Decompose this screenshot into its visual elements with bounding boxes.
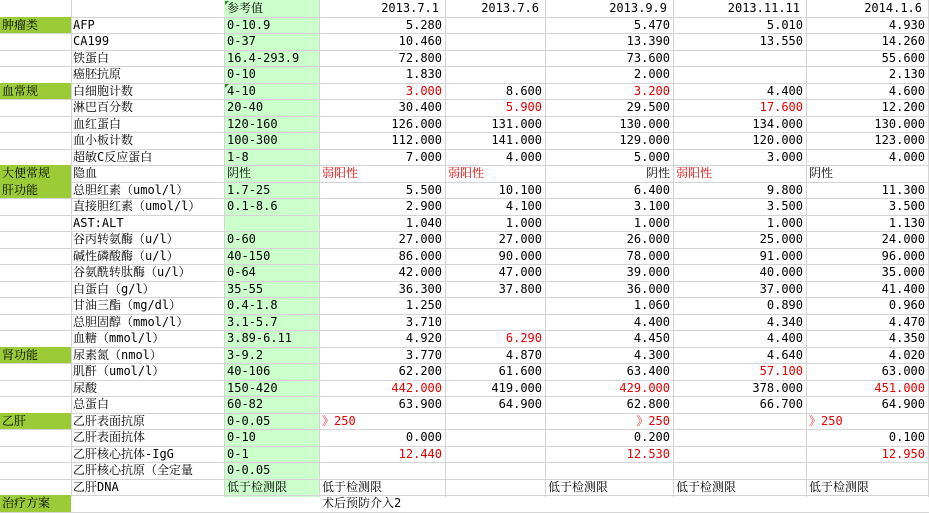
item-cell[interactable]: 甘油三酯（mg/dl）	[73, 298, 182, 312]
reference-cell[interactable]: 20-40	[227, 100, 264, 114]
item-cell[interactable]: 尿素氮（nmol）	[73, 347, 162, 362]
value-cell[interactable]: 129.000	[619, 133, 670, 147]
reference-cell[interactable]: 0-10.9	[227, 17, 271, 32]
value-cell[interactable]: 5.900	[505, 100, 542, 114]
value-cell[interactable]: 5.000	[633, 149, 670, 164]
category-cell[interactable]	[0, 264, 71, 281]
value-cell[interactable]: 0.000	[405, 430, 442, 444]
value-cell[interactable]	[445, 462, 545, 479]
value-cell[interactable]: 3.200	[633, 83, 670, 98]
value-cell[interactable]: 12.530	[626, 446, 670, 461]
category-cell[interactable]: 治疗方案	[0, 495, 71, 512]
item-cell[interactable]: 血小板计数	[73, 133, 134, 147]
value-cell[interactable]: 62.800	[626, 397, 670, 411]
value-cell[interactable]: 3.100	[633, 199, 670, 213]
value-cell[interactable]: 阴性	[809, 166, 834, 180]
value-cell[interactable]: 0.890	[766, 298, 803, 312]
value-cell[interactable]: 》250	[809, 413, 843, 428]
category-cell[interactable]	[0, 314, 71, 331]
value-cell[interactable]: 134.000	[752, 116, 803, 131]
value-cell[interactable]: 13.390	[626, 34, 670, 48]
category-cell[interactable]	[0, 380, 71, 397]
value-cell[interactable]	[445, 33, 545, 50]
gridline-horizontal	[0, 512, 929, 513]
category-cell[interactable]	[0, 66, 71, 83]
value-cell[interactable]: 27.000	[498, 232, 542, 246]
value-cell[interactable]: 7.000	[405, 149, 442, 164]
value-cell[interactable]: 0.100	[888, 430, 925, 444]
value-cell[interactable]: 36.300	[398, 281, 442, 296]
value-cell[interactable]: 低于检测限	[548, 479, 609, 494]
item-cell[interactable]: 总蛋白	[73, 397, 110, 411]
value-cell[interactable]	[673, 495, 806, 512]
value-cell[interactable]: 弱阳性	[448, 166, 485, 180]
header-cell-date[interactable]: 2013.11.11	[727, 1, 800, 15]
table-row	[0, 66, 929, 83]
value-cell[interactable]: 1.250	[405, 298, 442, 312]
table-row	[0, 363, 929, 380]
value-cell[interactable]: 2.900	[405, 199, 442, 213]
reference-cell[interactable]: 0.1-8.6	[227, 199, 278, 213]
value-cell[interactable]: 378.000	[752, 380, 803, 395]
value-cell[interactable]: 4.000	[505, 149, 542, 164]
value-cell[interactable]: 429.000	[619, 380, 670, 395]
value-cell[interactable]: 3.000	[405, 83, 442, 98]
item-cell[interactable]: 总胆红素（umol/l）	[73, 182, 189, 197]
value-cell[interactable]: 3.000	[766, 149, 803, 164]
value-cell[interactable]: 130.000	[619, 116, 670, 131]
value-cell[interactable]: 4.640	[766, 347, 803, 362]
value-cell[interactable]: 4.450	[633, 331, 670, 345]
item-cell[interactable]: 谷氨酰转肽酶（u/l）	[73, 265, 191, 279]
reference-cell[interactable]: 0-0.05	[227, 413, 271, 428]
value-cell[interactable]: 1.830	[405, 67, 442, 81]
value-cell[interactable]: 3.500	[888, 199, 925, 213]
value-cell[interactable]: 4.340	[766, 314, 803, 329]
header-cell-reference[interactable]: 参考值	[224, 0, 319, 17]
header-row	[0, 0, 929, 17]
table-row	[0, 83, 929, 100]
value-cell[interactable]: 5.470	[633, 17, 670, 32]
reference-cell[interactable]: 35-55	[227, 281, 264, 296]
table-row	[0, 347, 929, 364]
table-row	[0, 495, 929, 512]
value-cell[interactable]: 72.800	[398, 50, 442, 65]
reference-cell[interactable]: 120-160	[227, 116, 278, 131]
table-row	[0, 215, 929, 232]
value-cell[interactable]	[445, 413, 545, 430]
item-cell[interactable]: 超敏C反应蛋白	[73, 149, 153, 164]
value-cell[interactable]: 4.600	[888, 83, 925, 98]
value-cell[interactable]: 36.000	[626, 281, 670, 296]
category-cell[interactable]	[0, 479, 71, 496]
item-cell[interactable]: 碱性磷酸酶（u/l）	[73, 248, 179, 263]
value-cell[interactable]: 6.290	[505, 331, 542, 345]
value-cell[interactable]: 12.440	[398, 446, 442, 461]
value-cell[interactable]: 1.040	[405, 215, 442, 230]
value-cell[interactable]: 55.600	[881, 50, 925, 65]
value-cell[interactable]: 4.400	[633, 314, 670, 329]
category-cell[interactable]	[0, 297, 71, 314]
value-cell[interactable]: 3.770	[405, 347, 442, 362]
header-cell-category[interactable]	[0, 0, 71, 17]
header-cell-date[interactable]: 2014.1.6	[864, 1, 922, 15]
table-row	[0, 99, 929, 116]
category-cell[interactable]	[0, 198, 71, 215]
value-cell[interactable]: 131.000	[491, 116, 542, 131]
item-cell[interactable]: 癌胚抗原	[73, 67, 122, 81]
reference-cell[interactable]: 1.7-25	[227, 182, 271, 197]
table-row	[0, 314, 929, 331]
value-cell[interactable]: 4.870	[505, 347, 542, 362]
value-cell[interactable]: 24.000	[881, 232, 925, 246]
value-cell[interactable]: 》250	[636, 413, 670, 428]
value-cell[interactable]: 2.000	[633, 67, 670, 81]
reference-cell[interactable]: 0-60	[227, 232, 256, 246]
value-cell[interactable]: 12.200	[881, 100, 925, 114]
value-cell[interactable]	[445, 429, 545, 446]
value-cell[interactable]: 3.500	[766, 199, 803, 213]
value-cell[interactable]: 11.300	[881, 182, 925, 197]
table-row	[0, 182, 929, 199]
value-cell[interactable]: 130.000	[874, 116, 925, 131]
value-cell[interactable]: 4.930	[888, 17, 925, 32]
reference-cell[interactable]: 3.89-6.11	[227, 331, 293, 345]
value-cell[interactable]: 低于检测限	[322, 479, 383, 494]
item-cell[interactable]: 隐血	[73, 166, 98, 180]
reference-cell[interactable]: 0-10	[227, 67, 256, 81]
table-row	[0, 380, 929, 397]
value-cell[interactable]: 141.000	[491, 133, 542, 147]
item-cell[interactable]: AST:ALT	[73, 215, 124, 230]
item-cell[interactable]: 乙肝核心抗体-IgG	[73, 446, 174, 461]
category-cell[interactable]: 肿瘤类	[0, 17, 71, 34]
table-row	[0, 297, 929, 314]
value-cell[interactable]: 10.460	[398, 34, 442, 48]
value-cell[interactable]: 30.400	[398, 100, 442, 114]
reference-cell[interactable]	[224, 215, 319, 232]
category-cell[interactable]	[0, 231, 71, 248]
reference-cell[interactable]: 阴性	[227, 166, 252, 180]
value-cell[interactable]: 17.600	[759, 100, 803, 114]
reference-cell[interactable]: 低于检测限	[227, 479, 288, 494]
value-cell[interactable]: 39.000	[626, 265, 670, 279]
item-cell[interactable]: 淋巴百分数	[73, 100, 134, 114]
value-cell[interactable]: 4.470	[888, 314, 925, 329]
table-row	[0, 264, 929, 281]
item-cell[interactable]	[71, 495, 224, 512]
table-row	[0, 429, 929, 446]
value-cell[interactable]: 4.100	[505, 199, 542, 213]
table-row	[0, 132, 929, 149]
value-cell[interactable]: 112.000	[391, 133, 442, 147]
value-cell[interactable]: 1.000	[633, 215, 670, 230]
reference-cell[interactable]: 40-150	[227, 248, 271, 263]
item-cell[interactable]: 谷丙转氨酶（u/l）	[73, 232, 179, 246]
item-cell[interactable]: 乙肝DNA	[73, 479, 119, 494]
value-cell[interactable]: 61.600	[498, 364, 542, 378]
item-cell[interactable]: 血糖（mmol/l）	[73, 331, 165, 345]
table-row	[0, 198, 929, 215]
value-cell[interactable]: 0.960	[888, 298, 925, 312]
value-cell[interactable]: 63.000	[881, 364, 925, 378]
value-cell[interactable]: 术后预防介入2	[322, 496, 402, 510]
value-cell[interactable]: 低于检测限	[676, 479, 737, 494]
table-row	[0, 248, 929, 265]
category-cell[interactable]	[0, 248, 71, 265]
item-cell[interactable]: 乙肝表面抗体	[73, 430, 146, 444]
value-cell[interactable]: 66.700	[759, 397, 803, 411]
category-cell[interactable]	[0, 462, 71, 479]
value-cell[interactable]: 78.000	[626, 248, 670, 263]
category-cell[interactable]	[0, 330, 71, 347]
item-cell[interactable]: AFP	[73, 17, 95, 32]
value-cell[interactable]: 90.000	[498, 248, 542, 263]
value-cell[interactable]	[319, 462, 445, 479]
category-cell[interactable]	[0, 429, 71, 446]
value-cell[interactable]	[673, 66, 806, 83]
reference-cell[interactable]: 16.4-293.9	[227, 50, 300, 65]
reference-cell[interactable]: 0-64	[227, 265, 256, 279]
header-cell-date[interactable]: 2013.7.1	[381, 1, 439, 15]
value-cell[interactable]: 42.000	[398, 265, 442, 279]
value-cell[interactable]	[673, 446, 806, 463]
value-cell[interactable]: 27.000	[398, 232, 442, 246]
value-cell[interactable]: 阴性	[645, 166, 670, 180]
value-cell[interactable]: 1.000	[766, 215, 803, 230]
reference-cell[interactable]: 0-0.05	[227, 463, 271, 477]
value-cell[interactable]: 5.010	[766, 17, 803, 32]
value-cell[interactable]: 57.100	[759, 364, 803, 378]
value-cell[interactable]: 2.130	[888, 67, 925, 81]
reference-cell[interactable]: 1-8	[227, 149, 249, 164]
value-cell[interactable]	[673, 429, 806, 446]
value-cell[interactable]: 47.000	[498, 265, 542, 279]
value-cell[interactable]	[806, 462, 928, 479]
category-cell[interactable]	[0, 116, 71, 133]
value-cell[interactable]: 37.000	[759, 281, 803, 296]
table-row	[0, 165, 929, 182]
header-cell-item[interactable]	[71, 0, 224, 17]
item-cell[interactable]: 总胆固醇（mmol/l）	[73, 314, 189, 329]
value-cell[interactable]: 1.000	[505, 215, 542, 230]
category-cell[interactable]	[0, 363, 71, 380]
category-cell[interactable]: 乙肝	[0, 413, 71, 430]
value-cell[interactable]: 41.400	[881, 281, 925, 296]
item-cell[interactable]: 乙肝表面抗原	[73, 413, 146, 428]
item-cell[interactable]: 乙肝核心抗原（全定量	[73, 463, 194, 477]
table-row	[0, 50, 929, 67]
value-cell[interactable]: 1.060	[633, 298, 670, 312]
table-row	[0, 479, 929, 496]
value-cell[interactable]: 1.130	[888, 215, 925, 230]
value-cell[interactable]: 419.000	[491, 380, 542, 395]
header-cell-date[interactable]: 2013.9.9	[609, 1, 667, 15]
value-cell[interactable]	[445, 66, 545, 83]
value-cell[interactable]: 35.000	[881, 265, 925, 279]
value-cell[interactable]: 26.000	[626, 232, 670, 246]
value-cell[interactable]	[445, 446, 545, 463]
item-cell[interactable]: 尿酸	[73, 380, 98, 395]
value-cell[interactable]: 25.000	[759, 232, 803, 246]
value-cell[interactable]: 63.900	[398, 397, 442, 411]
value-cell[interactable]	[445, 495, 545, 512]
category-cell[interactable]: 肾功能	[0, 347, 71, 364]
value-cell[interactable]: 62.200	[398, 364, 442, 378]
category-cell[interactable]	[0, 215, 71, 232]
value-cell[interactable]: 9.800	[766, 182, 803, 197]
value-cell[interactable]	[545, 495, 673, 512]
reference-cell[interactable]: 0-10	[227, 430, 256, 444]
category-cell[interactable]	[0, 99, 71, 116]
category-cell[interactable]	[0, 281, 71, 298]
value-cell[interactable]: 64.900	[881, 397, 925, 411]
value-cell[interactable]: 4.020	[888, 347, 925, 362]
value-cell[interactable]: 86.000	[398, 248, 442, 263]
value-cell[interactable]: 91.000	[759, 248, 803, 263]
value-cell[interactable]: 4.350	[888, 331, 925, 345]
item-cell[interactable]: CA199	[73, 34, 110, 48]
category-cell[interactable]	[0, 33, 71, 50]
value-cell[interactable]: 40.000	[759, 265, 803, 279]
value-cell[interactable]: 3.710	[405, 314, 442, 329]
value-cell[interactable]	[673, 413, 806, 430]
table-row	[0, 446, 929, 463]
reference-cell[interactable]: 0-1	[227, 446, 249, 461]
value-cell[interactable]: 5.500	[405, 182, 442, 197]
reference-cell[interactable]	[224, 495, 319, 512]
value-cell[interactable]: 451.000	[874, 380, 925, 395]
table-row	[0, 396, 929, 413]
item-cell[interactable]: 肌酐（umol/l）	[73, 364, 165, 378]
reference-cell[interactable]: 40-106	[227, 364, 271, 378]
value-cell[interactable]	[445, 297, 545, 314]
table-row	[0, 17, 929, 34]
value-cell[interactable]	[673, 462, 806, 479]
value-cell[interactable]: 120.000	[752, 133, 803, 147]
value-cell[interactable]: 37.800	[498, 281, 542, 296]
category-cell[interactable]: 肝功能	[0, 182, 71, 199]
table-row	[0, 413, 929, 430]
table-row	[0, 330, 929, 347]
value-cell[interactable]: 弱阳性	[322, 166, 359, 180]
value-cell[interactable]	[445, 17, 545, 34]
item-cell[interactable]: 白蛋白（g/l）	[73, 281, 155, 296]
item-cell[interactable]: 血红蛋白	[73, 116, 122, 131]
value-cell[interactable]: 123.000	[874, 133, 925, 147]
value-cell[interactable]: 低于检测限	[809, 479, 870, 494]
header-cell-date[interactable]: 2013.7.6	[481, 1, 539, 15]
cell-comment-indicator-icon	[225, 1, 229, 5]
item-cell[interactable]: 铁蛋白	[73, 50, 110, 65]
table-row	[0, 462, 929, 479]
cell-comment-indicator-icon	[225, 84, 229, 88]
value-cell[interactable]: 96.000	[881, 248, 925, 263]
value-cell[interactable]	[545, 462, 673, 479]
table-row	[0, 149, 929, 166]
value-cell[interactable]	[445, 50, 545, 67]
value-cell[interactable]: 29.500	[626, 100, 670, 114]
value-cell[interactable]	[806, 495, 928, 512]
reference-cell[interactable]: 3.1-5.7	[227, 314, 278, 329]
table-row	[0, 116, 929, 133]
value-cell[interactable]: 13.550	[759, 34, 803, 48]
category-cell[interactable]	[0, 50, 71, 67]
category-cell[interactable]: 大便常规	[0, 165, 71, 182]
category-cell[interactable]	[0, 446, 71, 463]
value-cell[interactable]: 4.300	[633, 347, 670, 362]
table-row	[0, 281, 929, 298]
category-cell[interactable]	[0, 149, 71, 166]
value-cell[interactable]: 4.400	[766, 331, 803, 345]
reference-cell[interactable]: 3-9.2	[227, 347, 264, 362]
table-row	[0, 33, 929, 50]
value-cell[interactable]: 6.400	[633, 182, 670, 197]
value-cell[interactable]: 5.280	[405, 17, 442, 32]
value-cell[interactable]	[445, 314, 545, 331]
value-cell[interactable]: 64.900	[498, 397, 542, 411]
reference-cell[interactable]: 0-37	[227, 34, 256, 48]
value-cell[interactable]: 10.100	[498, 182, 542, 197]
value-cell[interactable]: 8.600	[505, 83, 542, 98]
value-cell[interactable]: 0.200	[633, 430, 670, 444]
value-cell[interactable]: 》250	[322, 413, 356, 428]
value-cell[interactable]: 14.260	[881, 34, 925, 48]
value-cell[interactable]	[673, 50, 806, 67]
category-cell[interactable]: 血常规	[0, 83, 71, 100]
value-cell[interactable]: 73.600	[626, 50, 670, 65]
item-cell[interactable]: 直接胆红素（umol/l）	[73, 199, 201, 213]
value-cell[interactable]: 63.400	[626, 364, 670, 378]
reference-cell[interactable]: 0.4-1.8	[227, 298, 278, 312]
category-cell[interactable]	[0, 132, 71, 149]
reference-cell[interactable]: 60-82	[227, 397, 264, 411]
item-cell[interactable]: 白细胞计数	[73, 83, 134, 98]
value-cell[interactable]: 4.400	[766, 83, 803, 98]
value-cell[interactable]: 442.000	[391, 380, 442, 395]
value-cell[interactable]: 4.920	[405, 331, 442, 345]
reference-cell[interactable]: 150-420	[227, 380, 278, 395]
value-cell[interactable]: 12.950	[881, 446, 925, 461]
table-row	[0, 231, 929, 248]
value-cell[interactable]	[445, 479, 545, 496]
value-cell[interactable]: 4.000	[888, 149, 925, 164]
category-cell[interactable]	[0, 396, 71, 413]
value-cell[interactable]: 126.000	[391, 116, 442, 131]
value-cell[interactable]: 弱阳性	[676, 166, 713, 180]
reference-cell[interactable]: 4-10	[227, 83, 256, 98]
reference-cell[interactable]: 100-300	[227, 133, 278, 147]
